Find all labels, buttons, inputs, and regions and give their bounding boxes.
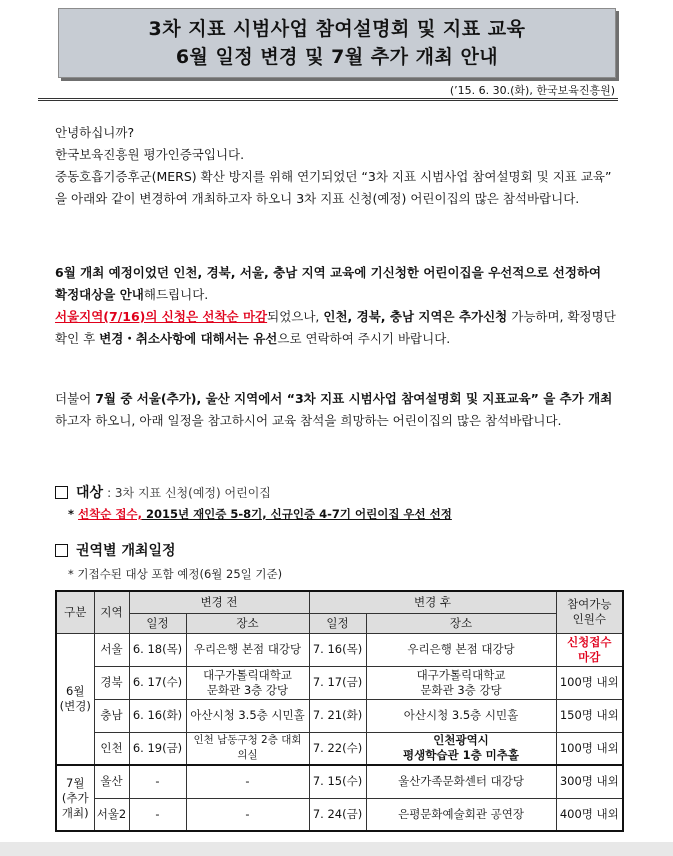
header-after: 변경 후 xyxy=(309,591,556,613)
table-row xyxy=(56,765,623,798)
checkbox-square-icon xyxy=(55,544,68,557)
table-row xyxy=(56,666,623,699)
before-place-cell: 대구가톨릭대학교 문화관 3층 강당 xyxy=(186,666,309,699)
greeting: 안녕하십니까? xyxy=(55,125,135,140)
before-date-cell: 6. 16(화) xyxy=(129,699,186,732)
region-cell: 충남 xyxy=(94,699,129,732)
target-note xyxy=(68,506,452,522)
notice-plain-b: 되었으나, xyxy=(267,309,324,324)
before-date-cell: 6. 19(금) xyxy=(129,732,186,765)
region-cell: 인천 xyxy=(94,732,129,765)
region-cell: 경북 xyxy=(94,666,129,699)
checkbox-square-icon xyxy=(55,486,68,499)
table-row xyxy=(56,732,623,765)
capacity-cell: 신청접수 마감 xyxy=(556,633,623,666)
header-capacity xyxy=(556,591,623,633)
before-place-cell: - xyxy=(186,765,309,798)
section-target-sub: : 3차 지표 신청(예정) 어린이집 xyxy=(107,485,271,500)
before-date-cell: 6. 17(수) xyxy=(129,666,186,699)
group-june: 6월 (변경) xyxy=(56,633,94,765)
header-gubun: 구분 xyxy=(56,591,94,633)
before-place-cell: 인천 남동구청 2층 대회의실 xyxy=(186,732,309,765)
after-place-cell: 우리은행 본점 대강당 xyxy=(366,633,556,666)
notice-bold-a: 6월 개최 예정이었던 인천, 경북, 서울, 충남 지역 교육에 기신청한 어린이집을 우선적으로 선정하여 확정대상을 안내 xyxy=(55,265,602,302)
schedule-note: * 기접수된 대상 포함 예정(6월 25일 기준) xyxy=(68,567,283,581)
schedule-table xyxy=(55,590,624,832)
after-place-cell: 대구가톨릭대학교 문화관 3층 강당 xyxy=(366,666,556,699)
capacity-cell: 150명 내외 xyxy=(556,699,623,732)
after-place-cell: 아산시청 3.5층 시민홀 xyxy=(366,699,556,732)
title-line-2: 6월 일정 변경 및 7월 추가 개최 안내 xyxy=(175,46,499,68)
header-after-place: 장소 xyxy=(366,613,556,633)
header-before-date: 일정 xyxy=(129,613,186,633)
section-schedule xyxy=(55,540,176,560)
after-date-cell: 7. 16(목) xyxy=(309,633,366,666)
header-region: 지역 xyxy=(94,591,129,633)
after-date-cell: 7. 22(수) xyxy=(309,732,366,765)
intro-body: 중동호흡기증후군(MERS) 확산 방지를 위해 연기되었던 “3차 지표 시범사업 참여설명회 및 지표 교육” 을 아래와 같이 변경하여 개최하고자 하오니 3차 지표 신청(예정) 어린이집의 많은 참석바랍니다. xyxy=(55,169,612,206)
before-place-cell: 우리은행 본점 대강당 xyxy=(186,633,309,666)
notice-bold-b: 인천, 경북, 충남 지역은 추가신청 xyxy=(323,309,508,324)
after-place-cell: 은평문화예술회관 공연장 xyxy=(366,798,556,831)
section-target xyxy=(55,482,271,502)
additional-paragraph xyxy=(55,388,617,432)
capacity-cell: 100명 내외 xyxy=(556,666,623,699)
after-date-cell: 7. 15(수) xyxy=(309,765,366,798)
header-before: 변경 전 xyxy=(129,591,309,613)
target-note-rest: 2015년 재인증 5-8기, 신규인증 4-7기 어린이집 우선 선정 xyxy=(141,507,452,521)
notice-deadline: 서울지역(7/16)의 신청은 선착순 마감 xyxy=(55,309,268,324)
region-cell: 서울2 xyxy=(94,798,129,831)
region-cell: 서울 xyxy=(94,633,129,666)
after-place-cell: 울산가족문화센터 대강당 xyxy=(366,765,556,798)
intro-paragraph xyxy=(55,122,617,210)
title-line-1: 3차 지표 시범사업 참여설명회 및 지표 교육 xyxy=(148,18,526,40)
additional-bold-a: 7월 중 서울(추가), 울산 지역에서 “3차 지표 시범사업 참여설명회 및 지표교육” 을 추가 개최 xyxy=(95,391,613,406)
notice-plain-d: 으로 연락하여 주시기 바랍니다. xyxy=(277,331,451,346)
before-place-cell: - xyxy=(186,798,309,831)
notice-plain-a: 해드립니다. xyxy=(143,287,209,302)
after-date-cell: 7. 21(화) xyxy=(309,699,366,732)
section-schedule-label: 권역별 개최일정 xyxy=(76,543,176,559)
group-july: 7월 (추가 개최) xyxy=(56,765,94,831)
bottom-bar xyxy=(0,842,673,856)
additional-plain-b: 하고자 하오니, 아래 일정을 참고하시어 교육 참석을 희망하는 어린이집의 많은 참석바랍니다. xyxy=(55,413,562,428)
table-row xyxy=(56,633,623,666)
region-cell: 울산 xyxy=(94,765,129,798)
before-date-cell: - xyxy=(129,765,186,798)
first-come-label: 선착순 접수, xyxy=(78,507,142,521)
after-place-cell: 인천광역시 평생학습관 1층 미추홀 xyxy=(366,732,556,765)
notice-paragraph xyxy=(55,262,617,350)
date-line: (’15. 6. 30.(화), 한국보육진흥원) xyxy=(449,84,615,97)
header-capacity-1: 참여가능 xyxy=(567,597,612,612)
table-row xyxy=(56,798,623,831)
before-date-cell: - xyxy=(129,798,186,831)
section-target-label: 대상 xyxy=(76,485,104,501)
table-row xyxy=(56,699,623,732)
notice-bold-c: 변경・취소사항에 대해서는 유선 xyxy=(99,331,278,346)
header-capacity-2: 인원수 xyxy=(572,612,606,627)
title-banner xyxy=(58,8,616,78)
capacity-cell: 300명 내외 xyxy=(556,765,623,798)
capacity-cell: 400명 내외 xyxy=(556,798,623,831)
before-place-cell: 아산시청 3.5층 시민홀 xyxy=(186,699,309,732)
org-line: 한국보육진흥원 평가인증국입니다. xyxy=(55,147,245,162)
additional-plain-a: 더불어 xyxy=(55,391,96,406)
header-before-place: 장소 xyxy=(186,613,309,633)
divider xyxy=(38,98,618,101)
header-after-date: 일정 xyxy=(309,613,366,633)
notice-plain-c: 가능하며, 확정명단 확인 후 xyxy=(55,309,616,346)
before-date-cell: 6. 18(목) xyxy=(129,633,186,666)
capacity-cell: 100명 내외 xyxy=(556,732,623,765)
after-date-cell: 7. 24(금) xyxy=(309,798,366,831)
asterisk: * xyxy=(68,507,75,521)
after-date-cell: 7. 17(금) xyxy=(309,666,366,699)
